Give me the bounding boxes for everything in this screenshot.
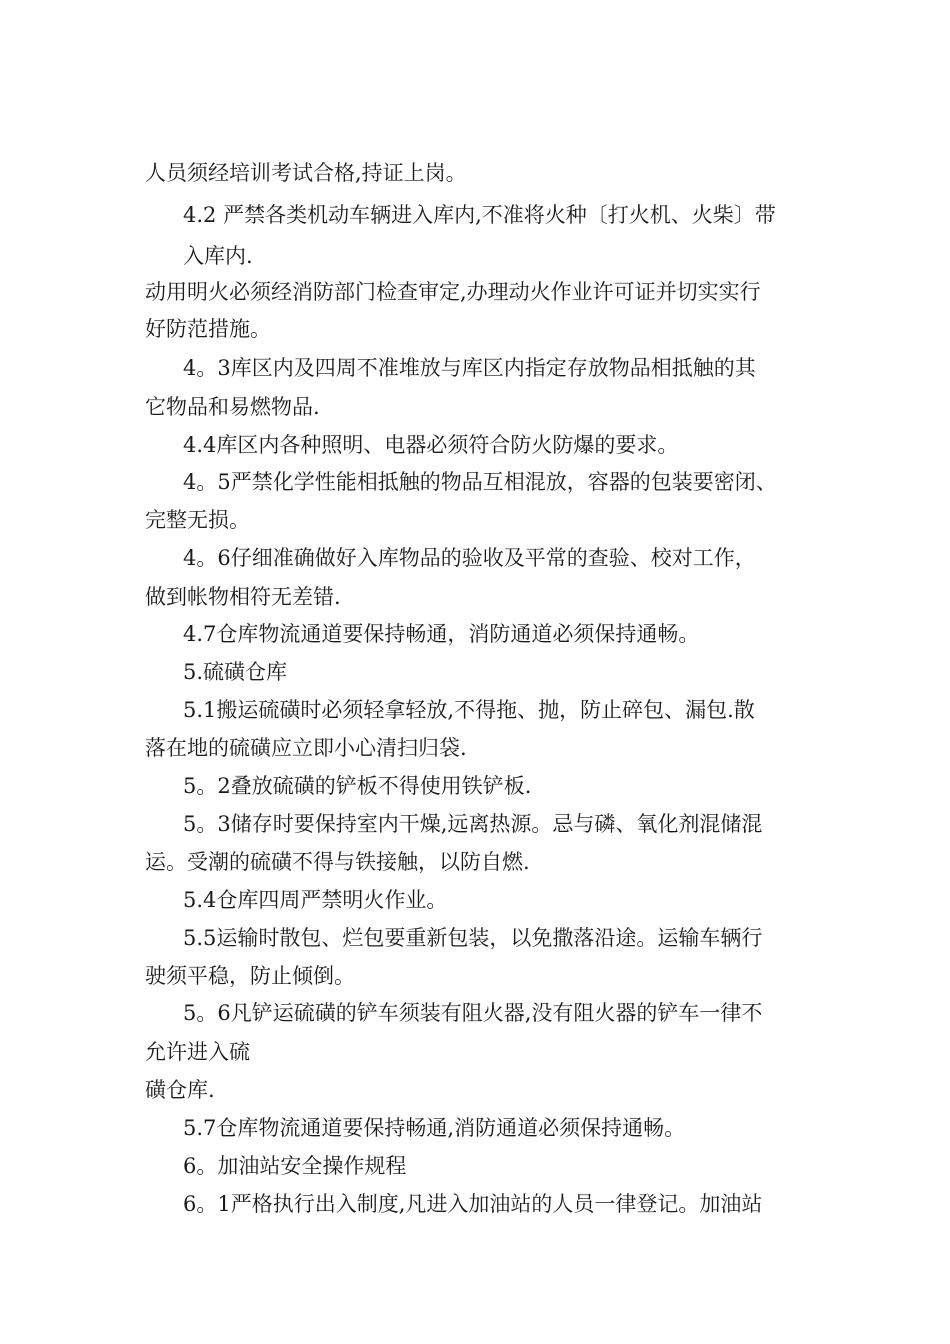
text-line: 运。受潮的硫磺不得与铁接触，以防自燃.: [145, 850, 530, 874]
text-line: 驶须平稳，防止倾倒。: [145, 964, 355, 988]
text-line: 入库内.: [183, 244, 253, 268]
section-heading: 6。加油站安全操作规程: [183, 1154, 407, 1178]
text-line: 4.2 严禁各类机动车辆进入库内,不准将火种〔打火机、火柴〕带: [183, 203, 776, 227]
text-line: 4.4库区内各种照明、电器必须符合防火防爆的要求。: [183, 433, 679, 457]
section-heading: 5.硫磺仓库: [183, 660, 288, 684]
text-line: 它物品和易燃物品.: [145, 395, 320, 419]
text-line: 4。5严禁化学性能相抵触的物品互相混放，容器的包装要密闭、: [183, 470, 777, 494]
text-line: 完整无损。: [145, 508, 250, 532]
text-line: 落在地的硫磺应立即小心清扫归袋.: [145, 736, 467, 760]
text-line: 5。2叠放硫磺的铲板不得使用铁铲板.: [183, 774, 532, 798]
text-line: 允许进入硫: [145, 1040, 250, 1064]
text-line: 人员须经培训考试合格,持证上岗。: [145, 161, 467, 185]
text-line: 动用明火必须经消防部门检查审定,办理动火作业许可证并切实实行: [145, 280, 761, 304]
text-line: 5。3储存时要保持室内干燥,远离热源。忌与磷、氧化剂混储混: [183, 812, 763, 836]
text-line: 6。1严格执行出入制度,凡进入加油站的人员一律登记。加油站: [183, 1192, 763, 1216]
text-line: 5.5运输时散包、烂包要重新包装，以免撒落沿途。运输车辆行: [183, 926, 763, 950]
text-line: 做到帐物相符无差错.: [145, 585, 341, 609]
text-line: 5。6凡铲运硫磺的铲车须装有阻火器,没有阻火器的铲车一律不: [183, 1001, 763, 1025]
text-line: 5.4仓库四周严禁明火作业。: [183, 888, 448, 912]
text-line: 4。6仔细准确做好入库物品的验收及平常的查验、校对工作，: [183, 546, 756, 570]
text-line: 5.7仓库物流通道要保持畅通,消防通道必须保持通畅。: [183, 1116, 686, 1140]
text-line: 好防范措施。: [145, 317, 271, 341]
text-line: 4。3库区内及四周不准堆放与库区内指定存放物品相抵触的其: [183, 356, 756, 380]
text-line: 磺仓库.: [145, 1078, 215, 1102]
text-line: 4.7仓库物流通道要保持畅通，消防通道必须保持通畅。: [183, 622, 700, 646]
text-line: 5.1搬运硫磺时必须轻拿轻放,不得拖、抛，防止碎包、漏包.散: [183, 698, 755, 722]
